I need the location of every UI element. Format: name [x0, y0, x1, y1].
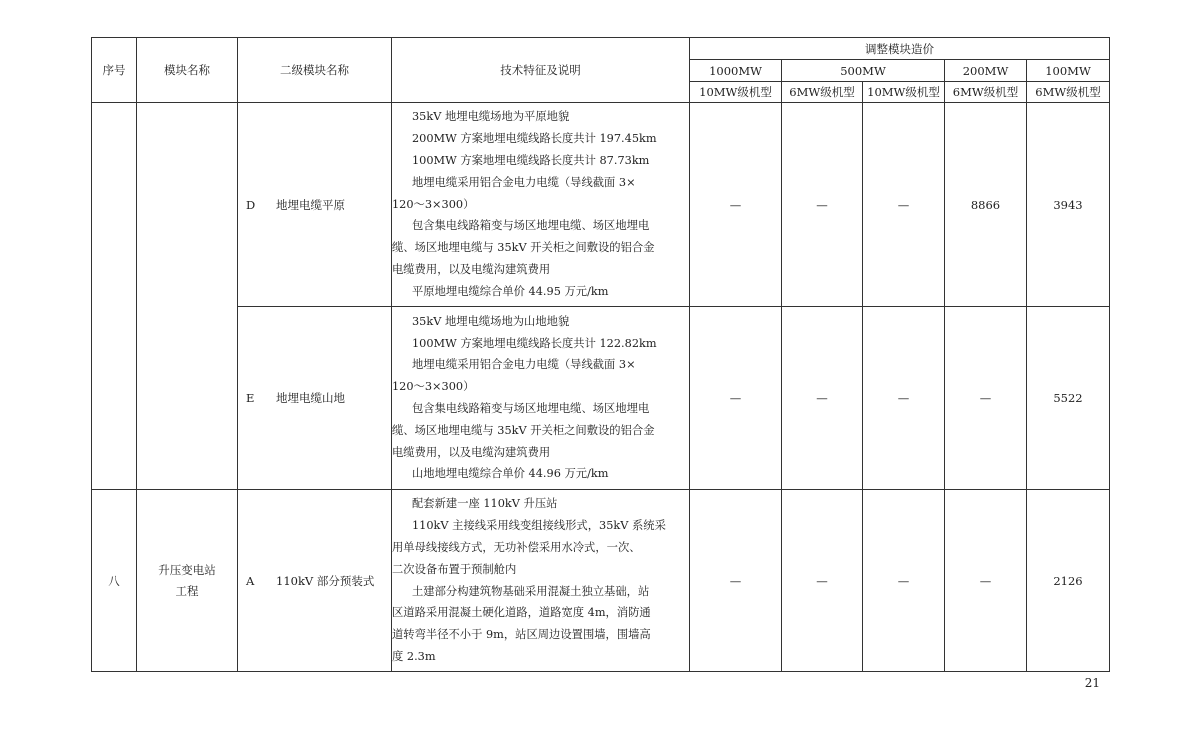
sub-name: 地埋电缆山地: [276, 391, 345, 405]
header-unit-type: 10MW级机型: [863, 82, 945, 103]
desc-line: 200MW 方案地埋电缆线路长度共计 197.45km: [412, 132, 657, 146]
desc-line: 电缆费用，以及电缆沟建筑费用: [392, 262, 551, 276]
tech-desc-cell: [392, 103, 690, 307]
header-tech-desc: 技术特征及说明: [392, 38, 690, 103]
desc-line: 区道路采用混凝土硬化道路，道路宽度 4m，消防通: [392, 606, 651, 620]
sub-code: D: [246, 197, 256, 212]
table-row: [92, 490, 1110, 672]
table-row: [92, 307, 1110, 490]
value-cell: —: [945, 490, 1027, 672]
value-cell: 3943: [1027, 103, 1110, 307]
desc-line: 道转弯半径不小于 9m，站区周边设置围墙，围墙高: [392, 628, 651, 642]
header-module-name: 模块名称: [137, 38, 238, 103]
value-cell: —: [863, 103, 945, 307]
sub-code: A: [246, 573, 255, 588]
value-cell: —: [863, 490, 945, 672]
desc-line: 度 2.3m: [392, 649, 436, 663]
sub-module-cell: [238, 307, 392, 490]
header-unit-type: 6MW级机型: [1027, 82, 1110, 103]
value-cell: —: [782, 307, 863, 490]
desc-line: 山地地埋电缆综合单价 44.96 万元/km: [412, 467, 609, 481]
sub-module-cell: [238, 490, 392, 672]
module-name-cell: [137, 103, 238, 490]
sub-code: E: [246, 391, 255, 405]
value-cell: 8866: [945, 103, 1027, 307]
desc-line: 土建部分构建筑物基础采用混凝土独立基础，站: [412, 584, 650, 598]
header-unit-type: 6MW级机型: [945, 82, 1027, 103]
page-number: 21: [1084, 676, 1100, 690]
module-name-line: 工程: [175, 583, 199, 598]
header-scale-200mw: 200MW: [945, 60, 1027, 82]
module-name-line: 升压变电站: [158, 562, 216, 577]
header-scale-500mw: 500MW: [782, 60, 945, 82]
sub-name: 地埋电缆平原: [276, 197, 345, 212]
desc-line: 二次设备布置于预制舱内: [392, 562, 517, 576]
seq-cell: [92, 103, 137, 490]
value-cell: —: [782, 103, 863, 307]
header-unit-type: 6MW级机型: [782, 82, 863, 103]
desc-line: 包含集电线路箱变与场区地埋电缆、场区地埋电: [412, 402, 650, 415]
desc-line: 120～3×300）: [392, 197, 475, 211]
value-cell: 2126: [1027, 490, 1110, 672]
value-cell: —: [782, 490, 863, 672]
desc-line: 地埋电缆采用铝合金电力电缆（导线截面 3×: [412, 358, 636, 372]
desc-line: 包含集电线路箱变与场区地埋电缆、场区地埋电: [412, 219, 650, 233]
tech-desc-cell: [392, 307, 690, 490]
desc-line: 100MW 方案地埋电缆线路长度共计 122.82km: [412, 336, 657, 350]
module-name-cell: [137, 490, 238, 672]
header-adjust-cost: 调整模块造价: [690, 38, 1110, 60]
value-cell: 5522: [1027, 307, 1110, 490]
value-cell: —: [945, 307, 1027, 490]
desc-line: 缆、场区地埋电缆与 35kV 开关柜之间敷设的铝合金: [392, 241, 655, 255]
desc-line: 35kV 地埋电缆场地为平原地貌: [412, 110, 570, 124]
desc-line: 120～3×300）: [392, 380, 475, 394]
value-cell: —: [690, 490, 782, 672]
desc-line: 用单母线接线方式，无功补偿采用水冷式，一次、: [392, 540, 641, 554]
desc-line: 电缆费用，以及电缆沟建筑费用: [392, 445, 551, 459]
value-cell: —: [863, 307, 945, 490]
desc-line: 35kV 地埋电缆场地为山地地貌: [412, 314, 570, 328]
desc-line: 100MW 方案地埋电缆线路长度共计 87.73km: [412, 154, 650, 167]
desc-line: 平原地埋电缆综合单价 44.95 万元/km: [412, 284, 609, 298]
sub-name: 110kV 部分预装式: [276, 573, 375, 588]
desc-line: 配套新建一座 110kV 升压站: [412, 497, 558, 511]
header-seq: 序号: [92, 38, 137, 103]
header-unit-type: 10MW级机型: [690, 82, 782, 103]
table-row: [92, 103, 1110, 307]
desc-line: 地埋电缆采用铝合金电力电缆（导线截面 3×: [412, 175, 636, 189]
sub-module-cell: [238, 103, 392, 307]
desc-line: 110kV 主接线采用线变组接线形式，35kV 系统采: [412, 519, 666, 533]
tech-desc-cell: [392, 490, 690, 672]
header-sub-module-name: 二级模块名称: [238, 38, 392, 103]
value-cell: —: [690, 103, 782, 307]
desc-line: 缆、场区地埋电缆与 35kV 开关柜之间敷设的铝合金: [392, 423, 655, 437]
header-scale-100mw: 100MW: [1027, 60, 1110, 82]
value-cell: —: [690, 307, 782, 490]
module-cost-table: [91, 37, 1110, 672]
header-scale-1000mw: 1000MW: [690, 60, 782, 82]
seq-cell: 八: [92, 490, 137, 672]
